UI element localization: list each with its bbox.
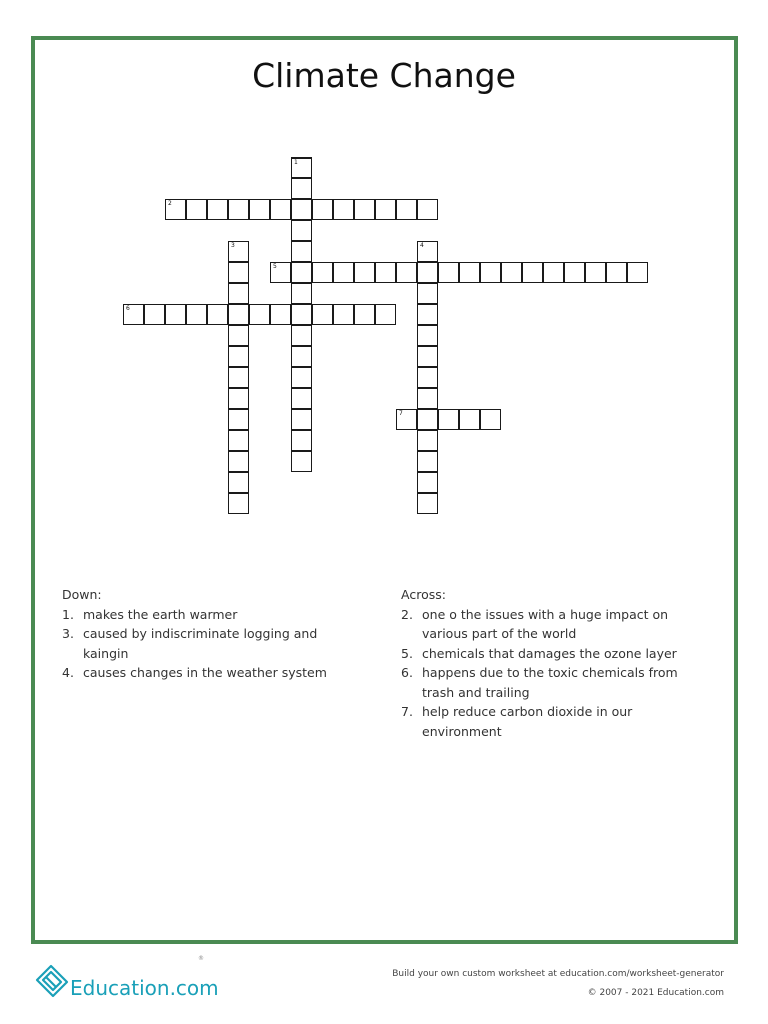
crossword-cell[interactable] — [354, 199, 375, 220]
across-heading: Across: — [401, 587, 446, 602]
crossword-cell[interactable] — [165, 304, 186, 325]
crossword-cell[interactable] — [228, 451, 249, 472]
crossword-cell[interactable] — [228, 325, 249, 346]
crossword-cell[interactable] — [333, 199, 354, 220]
crossword-cell[interactable] — [312, 304, 333, 325]
clue-item — [62, 605, 362, 625]
clue-text: chemicals that damages the ozone layer — [422, 645, 677, 661]
clue-number-label: 3 — [231, 242, 235, 249]
crossword-cell[interactable] — [375, 199, 396, 220]
crossword-cell[interactable] — [543, 262, 564, 283]
crossword-cell[interactable] — [396, 409, 417, 430]
crossword-cell[interactable] — [459, 409, 480, 430]
crossword-cell[interactable] — [291, 367, 312, 388]
crossword-cell[interactable] — [417, 241, 438, 262]
crossword-cell[interactable] — [291, 409, 312, 430]
crossword-cell[interactable] — [270, 304, 291, 325]
page-title: Climate Change — [252, 56, 516, 95]
clue-text: causes changes in the weather system — [83, 665, 327, 680]
clue-number-label: 1 — [294, 159, 298, 166]
clue-text: happens due to the toxic chemicals from trash and trailing — [422, 665, 678, 700]
crossword-cell[interactable] — [207, 199, 228, 220]
crossword-cell[interactable] — [627, 262, 648, 283]
clue-number: 5. — [401, 645, 413, 661]
crossword-cell[interactable] — [333, 262, 354, 283]
crossword-cell[interactable] — [228, 430, 249, 451]
crossword-cell[interactable] — [417, 325, 438, 346]
crossword-cell[interactable] — [396, 262, 417, 283]
registered-mark: ® — [198, 955, 204, 962]
clue-number: 7. — [401, 704, 413, 719]
clue-item — [401, 702, 701, 741]
crossword-cell[interactable] — [186, 304, 207, 325]
crossword-cell[interactable] — [417, 283, 438, 304]
crossword-cell[interactable] — [291, 430, 312, 451]
crossword-cell[interactable] — [228, 346, 249, 367]
crossword-cell[interactable] — [291, 157, 312, 178]
crossword-cell[interactable] — [291, 283, 312, 304]
down-clues — [62, 585, 362, 683]
footer-copyright: © 2007 - 2021 Education.com — [587, 988, 724, 998]
crossword-cell[interactable] — [417, 409, 438, 430]
crossword-cell[interactable] — [291, 346, 312, 367]
crossword-cell[interactable] — [522, 262, 543, 283]
crossword-cell[interactable] — [291, 220, 312, 241]
crossword-cell[interactable] — [228, 367, 249, 388]
crossword-cell[interactable] — [417, 388, 438, 409]
crossword-cell[interactable] — [501, 262, 522, 283]
crossword-cell[interactable] — [459, 262, 480, 283]
crossword-cell[interactable] — [417, 199, 438, 220]
crossword-cell[interactable] — [291, 451, 312, 472]
clue-number: 1. — [62, 606, 74, 622]
crossword-cell[interactable] — [249, 199, 270, 220]
clue-item — [401, 644, 701, 664]
crossword-cell[interactable] — [228, 199, 249, 220]
crossword-cell[interactable] — [291, 178, 312, 199]
crossword-cell[interactable] — [123, 304, 144, 325]
clue-text: one o the issues with a huge impact on various part of the world — [422, 606, 669, 641]
crossword-cell[interactable] — [291, 388, 312, 409]
crossword-cell[interactable] — [228, 262, 249, 283]
footer-tagline[interactable]: Build your own custom worksheet at education.com/worksheet-generator — [392, 969, 724, 979]
clue-number-label: 6 — [126, 305, 130, 312]
clue-item — [62, 624, 362, 663]
crossword-cell[interactable] — [417, 451, 438, 472]
brand-name[interactable]: Education.com — [70, 976, 219, 1000]
crossword-cell[interactable] — [354, 304, 375, 325]
crossword-cell[interactable] — [207, 304, 228, 325]
crossword-cell[interactable] — [417, 472, 438, 493]
crossword-cell[interactable] — [417, 304, 438, 325]
crossword-cell[interactable] — [228, 283, 249, 304]
crossword-cell[interactable] — [228, 241, 249, 262]
crossword-cell[interactable] — [312, 262, 333, 283]
clue-number-label: 2 — [168, 200, 172, 207]
crossword-cell[interactable] — [228, 472, 249, 493]
clue-item — [62, 663, 362, 683]
crossword-cell[interactable] — [375, 304, 396, 325]
crossword-cell[interactable] — [228, 409, 249, 430]
crossword-cell[interactable] — [417, 367, 438, 388]
crossword-cell[interactable] — [417, 430, 438, 451]
clue-number: 3. — [62, 626, 74, 641]
crossword-cell[interactable] — [291, 241, 312, 262]
crossword-cell[interactable] — [375, 262, 396, 283]
crossword-cell[interactable] — [312, 199, 333, 220]
crossword-cell[interactable] — [417, 493, 438, 514]
across-clues — [401, 585, 701, 741]
crossword-cell[interactable] — [333, 304, 354, 325]
crossword-cell[interactable] — [291, 304, 312, 325]
clue-number: 4. — [62, 665, 74, 680]
crossword-cell[interactable] — [438, 262, 459, 283]
crossword-cell[interactable] — [417, 346, 438, 367]
crossword-cell[interactable] — [228, 493, 249, 514]
crossword-cell[interactable] — [144, 304, 165, 325]
clue-text: makes the earth warmer — [83, 606, 238, 622]
crossword-cell[interactable] — [417, 262, 438, 283]
clue-item — [401, 663, 701, 702]
down-heading: Down: — [62, 587, 102, 602]
crossword-cell[interactable] — [564, 262, 585, 283]
crossword-cell[interactable] — [186, 199, 207, 220]
clue-text: help reduce carbon dioxide in our environment — [422, 704, 633, 739]
crossword-cell[interactable] — [480, 409, 501, 430]
crossword-cell[interactable] — [291, 199, 312, 220]
crossword-cell[interactable] — [291, 262, 312, 283]
crossword-cell[interactable] — [249, 304, 270, 325]
clue-number: 2. — [401, 606, 413, 622]
clue-item — [401, 605, 701, 644]
crossword-cell[interactable] — [291, 325, 312, 346]
clue-number-label: 5 — [273, 263, 277, 270]
crossword-cell[interactable] — [270, 199, 291, 220]
crossword-cell[interactable] — [438, 409, 459, 430]
crossword-cell[interactable] — [270, 262, 291, 283]
crossword-cell[interactable] — [396, 199, 417, 220]
crossword-cell[interactable] — [165, 199, 186, 220]
clue-number-label: 7 — [399, 410, 403, 417]
crossword-cell[interactable] — [606, 262, 627, 283]
crossword-cell[interactable] — [585, 262, 606, 283]
clue-number-label: 4 — [420, 242, 424, 249]
crossword-cell[interactable] — [354, 262, 375, 283]
clue-number: 6. — [401, 665, 413, 680]
crossword-cell[interactable] — [228, 388, 249, 409]
clue-text: caused by indiscriminate logging and kaingin — [83, 626, 318, 661]
education-logo-icon[interactable] — [34, 958, 70, 1002]
crossword-cell[interactable] — [480, 262, 501, 283]
crossword-cell[interactable] — [228, 304, 249, 325]
